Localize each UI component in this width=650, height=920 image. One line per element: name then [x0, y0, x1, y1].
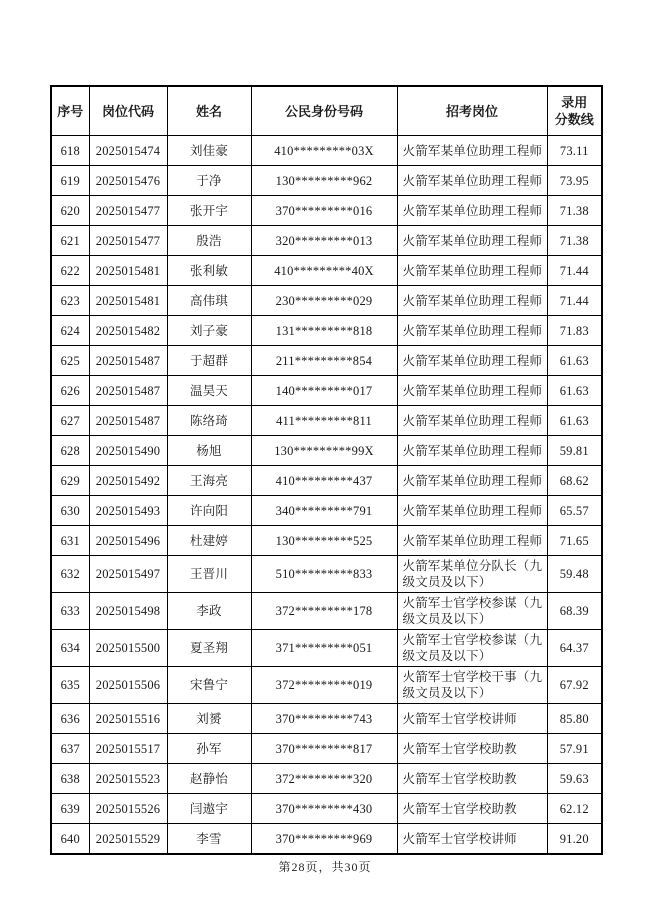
- cell-code: 2025015500: [89, 630, 167, 667]
- cell-score: 59.63: [547, 764, 602, 794]
- cell-index: 621: [51, 226, 89, 256]
- cell-name: 高伟琪: [167, 286, 251, 316]
- cell-name: 刘赟: [167, 704, 251, 734]
- cell-position: 火箭军士官学校助教: [397, 734, 547, 764]
- cell-id_number: 130*********525: [251, 526, 397, 556]
- cell-index: 626: [51, 376, 89, 406]
- cell-score: 57.91: [547, 734, 602, 764]
- cell-name: 王海亮: [167, 466, 251, 496]
- cell-code: 2025015477: [89, 196, 167, 226]
- cell-id_number: 372*********320: [251, 764, 397, 794]
- column-header-code: 岗位代码: [89, 86, 167, 136]
- cell-code: 2025015529: [89, 824, 167, 855]
- table-row: [51, 704, 602, 734]
- cell-code: 2025015523: [89, 764, 167, 794]
- table-header: [51, 86, 602, 136]
- cell-score: 71.83: [547, 316, 602, 346]
- table-row: [51, 316, 602, 346]
- column-header-index: 序号: [51, 86, 89, 136]
- cell-index: 635: [51, 667, 89, 704]
- cell-id_number: 371*********051: [251, 630, 397, 667]
- table-row: [51, 496, 602, 526]
- cell-name: 张利敏: [167, 256, 251, 286]
- cell-code: 2025015474: [89, 136, 167, 166]
- cell-id_number: 370*********817: [251, 734, 397, 764]
- cell-index: 619: [51, 166, 89, 196]
- cell-code: 2025015526: [89, 794, 167, 824]
- cell-index: 640: [51, 824, 89, 855]
- cell-id_number: 130*********962: [251, 166, 397, 196]
- cell-name: 李雪: [167, 824, 251, 855]
- cell-id_number: 372*********019: [251, 667, 397, 704]
- cell-score: 71.38: [547, 226, 602, 256]
- cell-code: 2025015482: [89, 316, 167, 346]
- cell-position: 火箭军某单位助理工程师: [397, 196, 547, 226]
- cell-id_number: 130*********99X: [251, 436, 397, 466]
- cell-index: 630: [51, 496, 89, 526]
- cell-score: 71.38: [547, 196, 602, 226]
- cell-position: 火箭军士官学校讲师: [397, 824, 547, 855]
- cell-id_number: 410*********437: [251, 466, 397, 496]
- cell-index: 623: [51, 286, 89, 316]
- table-row: [51, 556, 602, 593]
- cell-score: 71.44: [547, 286, 602, 316]
- table-header-row: [51, 86, 602, 136]
- cell-score: 91.20: [547, 824, 602, 855]
- cell-position: 火箭军士官学校干事（九级文员及以下）: [397, 667, 547, 704]
- table-row: [51, 226, 602, 256]
- cell-code: 2025015490: [89, 436, 167, 466]
- cell-index: 622: [51, 256, 89, 286]
- cell-index: 632: [51, 556, 89, 593]
- cell-position: 火箭军某单位助理工程师: [397, 466, 547, 496]
- table-row: [51, 794, 602, 824]
- table-row: [51, 166, 602, 196]
- cell-index: 624: [51, 316, 89, 346]
- cell-code: 2025015496: [89, 526, 167, 556]
- cell-score: 65.57: [547, 496, 602, 526]
- table-row: [51, 466, 602, 496]
- table-row: [51, 593, 602, 630]
- cell-name: 于净: [167, 166, 251, 196]
- cell-position: 火箭军某单位助理工程师: [397, 436, 547, 466]
- cell-code: 2025015477: [89, 226, 167, 256]
- cell-position: 火箭军某单位助理工程师: [397, 376, 547, 406]
- cell-position: 火箭军某单位助理工程师: [397, 346, 547, 376]
- cell-index: 629: [51, 466, 89, 496]
- cell-id_number: 370*********430: [251, 794, 397, 824]
- cell-position: 火箭军某单位助理工程师: [397, 316, 547, 346]
- cell-index: 627: [51, 406, 89, 436]
- cell-name: 温昊天: [167, 376, 251, 406]
- cell-index: 631: [51, 526, 89, 556]
- cell-code: 2025015476: [89, 166, 167, 196]
- cell-name: 夏圣翔: [167, 630, 251, 667]
- cell-id_number: 340*********791: [251, 496, 397, 526]
- cell-score: 62.12: [547, 794, 602, 824]
- cell-position: 火箭军某单位助理工程师: [397, 526, 547, 556]
- table-row: [51, 256, 602, 286]
- table-row: [51, 406, 602, 436]
- table-row: [51, 196, 602, 226]
- cell-position: 火箭军某单位助理工程师: [397, 226, 547, 256]
- cell-score: 68.39: [547, 593, 602, 630]
- cell-code: 2025015516: [89, 704, 167, 734]
- cell-score: 59.48: [547, 556, 602, 593]
- cell-id_number: 370*********743: [251, 704, 397, 734]
- cell-score: 85.80: [547, 704, 602, 734]
- cell-index: 637: [51, 734, 89, 764]
- cell-code: 2025015517: [89, 734, 167, 764]
- cell-index: 633: [51, 593, 89, 630]
- cell-position: 火箭军某单位助理工程师: [397, 496, 547, 526]
- cell-score: 61.63: [547, 346, 602, 376]
- cell-index: 638: [51, 764, 89, 794]
- cell-index: 639: [51, 794, 89, 824]
- table-body: [51, 136, 602, 855]
- cell-code: 2025015493: [89, 496, 167, 526]
- cell-score: 73.95: [547, 166, 602, 196]
- cell-score: 64.37: [547, 630, 602, 667]
- cell-id_number: 372*********178: [251, 593, 397, 630]
- cell-id_number: 131*********818: [251, 316, 397, 346]
- cell-score: 67.92: [547, 667, 602, 704]
- cell-name: 闫遨宇: [167, 794, 251, 824]
- cell-score: 61.63: [547, 376, 602, 406]
- cell-name: 于超群: [167, 346, 251, 376]
- cell-score: 59.81: [547, 436, 602, 466]
- cell-name: 殷浩: [167, 226, 251, 256]
- table-row: [51, 286, 602, 316]
- cell-id_number: 411*********811: [251, 406, 397, 436]
- cell-position: 火箭军士官学校讲师: [397, 704, 547, 734]
- cell-id_number: 140*********017: [251, 376, 397, 406]
- table-row: [51, 734, 602, 764]
- cell-name: 杨旭: [167, 436, 251, 466]
- cell-id_number: 410*********40X: [251, 256, 397, 286]
- table-row: [51, 346, 602, 376]
- cell-code: 2025015487: [89, 406, 167, 436]
- cell-id_number: 211*********854: [251, 346, 397, 376]
- cell-score: 71.44: [547, 256, 602, 286]
- cell-code: 2025015481: [89, 256, 167, 286]
- table-row: [51, 667, 602, 704]
- cell-position: 火箭军某单位助理工程师: [397, 256, 547, 286]
- cell-id_number: 230*********029: [251, 286, 397, 316]
- cell-code: 2025015487: [89, 376, 167, 406]
- cell-name: 宋鲁宁: [167, 667, 251, 704]
- cell-position: 火箭军士官学校助教: [397, 794, 547, 824]
- cell-code: 2025015498: [89, 593, 167, 630]
- cell-name: 孙军: [167, 734, 251, 764]
- cell-code: 2025015506: [89, 667, 167, 704]
- cell-position: 火箭军某单位助理工程师: [397, 286, 547, 316]
- table-row: [51, 630, 602, 667]
- column-header-position: 招考岗位: [397, 86, 547, 136]
- table-row: [51, 436, 602, 466]
- cell-code: 2025015492: [89, 466, 167, 496]
- cell-name: 王晋川: [167, 556, 251, 593]
- cell-index: 620: [51, 196, 89, 226]
- column-header-id_number: 公民身份号码: [251, 86, 397, 136]
- column-header-name: 姓名: [167, 86, 251, 136]
- cell-position: 火箭军士官学校助教: [397, 764, 547, 794]
- cell-position: 火箭军某单位助理工程师: [397, 136, 547, 166]
- cell-position: 火箭军士官学校参谋（九级文员及以下）: [397, 630, 547, 667]
- cell-position: 火箭军某单位助理工程师: [397, 406, 547, 436]
- cell-name: 许向阳: [167, 496, 251, 526]
- cell-id_number: 370*********016: [251, 196, 397, 226]
- cell-name: 陈络琦: [167, 406, 251, 436]
- cell-code: 2025015481: [89, 286, 167, 316]
- table-row: [51, 764, 602, 794]
- cell-name: 张开宇: [167, 196, 251, 226]
- table-row: [51, 376, 602, 406]
- column-header-score: 录用 分数线: [547, 86, 602, 136]
- cell-name: 杜建婷: [167, 526, 251, 556]
- cell-position: 火箭军某单位助理工程师: [397, 166, 547, 196]
- cell-index: 625: [51, 346, 89, 376]
- cell-id_number: 320*********013: [251, 226, 397, 256]
- cell-index: 634: [51, 630, 89, 667]
- cell-position: 火箭军士官学校参谋（九级文员及以下）: [397, 593, 547, 630]
- cell-code: 2025015487: [89, 346, 167, 376]
- cell-score: 73.11: [547, 136, 602, 166]
- cell-name: 赵静怡: [167, 764, 251, 794]
- cell-id_number: 410*********03X: [251, 136, 397, 166]
- cell-index: 618: [51, 136, 89, 166]
- cell-index: 636: [51, 704, 89, 734]
- cell-code: 2025015497: [89, 556, 167, 593]
- cell-name: 刘子豪: [167, 316, 251, 346]
- page-number-footer: 第28页，共30页: [278, 860, 372, 874]
- cell-index: 628: [51, 436, 89, 466]
- cell-score: 61.63: [547, 406, 602, 436]
- table-row: [51, 824, 602, 855]
- table-row: [51, 526, 602, 556]
- cell-id_number: 370*********969: [251, 824, 397, 855]
- cell-score: 68.62: [547, 466, 602, 496]
- cell-name: 刘佳豪: [167, 136, 251, 166]
- cell-id_number: 510*********833: [251, 556, 397, 593]
- cell-position: 火箭军某单位分队长（九级文员及以下）: [397, 556, 547, 593]
- cell-score: 71.65: [547, 526, 602, 556]
- recruitment-score-table: [50, 85, 603, 855]
- table-row: [51, 136, 602, 166]
- cell-name: 李政: [167, 593, 251, 630]
